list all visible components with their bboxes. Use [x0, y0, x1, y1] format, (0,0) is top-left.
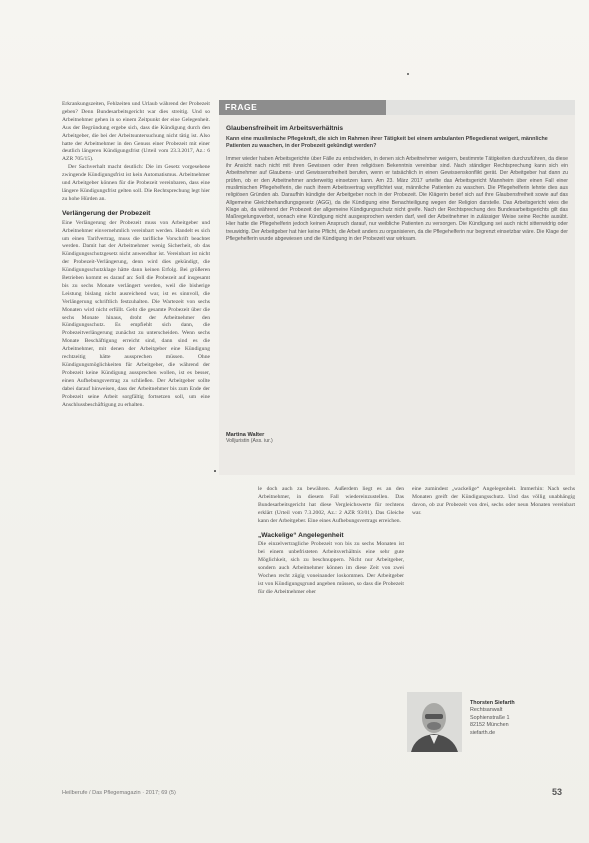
right-column — [412, 486, 575, 518]
second-paragraph: Der Sachverhalt macht deutlich: Die im Gesetz vorgesehene zwingende Kündigungsfrist ist kein Automatismus. Arbeitnehmer und Arbeitgeber können für die Probezeit vereinbaren, dass eine längere Kündigungsfrist gelten soll. Die Rechtsprechung legt hier zu hohe Hürden an. — [62, 164, 210, 202]
author-name: Thorsten Siefarth — [470, 700, 515, 706]
author-street: Sophienstraße 1 — [470, 714, 510, 721]
middle-paragraph-2: Die einzelvertragliche Probezeit von bis zu sechs Monaten ist bei einem unbefristeten Arbeitsverhältnis eine sehr gute Möglichkeit, sich zu beschnuppern. Nicht nur Arbeitgeber, sondern auch Arbeitnehmer können im diese Zeit von zwei Wochen recht zügig voneinander loskommen. Der Arbeitgeber ist von Kündigungsgrund angeben müssen, so dass die Probezeit für die Arbeitnehmer eher — [258, 541, 404, 595]
author-web: siefarth.de — [470, 729, 496, 736]
section-heading-wackelig: „Wackelige“ Angelegenheit — [258, 531, 344, 539]
frage-answer: Immer wieder haben Arbeitsgerichte über Fälle zu entscheiden, in denen sich Arbeitnehmer weigern, bestimmte Tätigkeiten durchzuführen, da diese ihr Ansicht nach nicht mit ihren Gewissen oder ihren religiösen Bekenntnis vereinbar sind. Nach ständiger Rechtsprechung kann sich ein Arbeitnehmer auf Glaubens- und Gewissensfreiheit berufen, wenn er tatsächlich in einen Gewissenskonflikt gerät. Der Arbeitgeber hat dann zu prüfen, ob er den Arbeitnehmer anderweitig einsetzen kann. Am 23. März 2017 urteilte das Arbeitsgericht Mannheim über einen Fall einer muslimischen Pflegehelferin, die nach ihrem Arbeitsvertrag verpflichtet war, männliche Patienten zu waschen. Die Pflegehelferin lehnte dies aus religiösen Gründen ab. Daraufhin kündigte der Arbeitgeber noch in der Probezeit. Die Klägerin berief sich auf ihre Glaubensfreiheit sowie auf das Allgemeine Gleichbehandlungsgesetz (AGG), da die Kündigung eine Benachteiligung wegen der Religion darstelle. Das Arbeitsgericht wies die Klage ab, da während der Probezeit der allgemeine Kündigungsschutz nicht greife. Nach der Rechtsprechung des Bundesarbeitsgerichts gilt das Maßregelungsverbot, wonach eine Kündigung nicht ausgesprochen werden darf, weil der Arbeitnehmer in zulässiger Weise seine Rechte ausübt. Hier hatte die Pflegehelferin jedoch keinen Anspruch darauf, nur weibliche Patienten zu versorgen. Die Kündigung sei auch nicht sittenwidrig oder treuwidrig. Der Arbeitgeber hat hier keine Pflicht, die Arbeit anders zu organisieren, da die Pflegehelferin nur begrenzt einsetzbar wäre. Die Klage der Pflegehelferin wurde abgewiesen und die Kündigung in der Probezeit war wirksam. — [226, 155, 568, 243]
frage-question: Kann eine muslimische Pflegekraft, die sich im Rahmen ihrer Tätigkeit bei einem ambulanten Pflegedienst weigert, männliche Patienten zu waschen, in der Probezeit gekündigt werden? — [226, 136, 548, 150]
frage-signature — [226, 432, 273, 444]
middle-paragraph-1: le doch auch zu bewähren. Außerdem liegt es an den Arbeitnehmer, in diesem Fall wiedereinzustellen. Das Bundesarbeitsgericht hat diese Vergleichswerte für rechtens erklärt (Urteil vom 7.3.2002, Az.: 2 AZR 93/01). Das Gleiche kann der Arbeitgeber. Eine eines Aufhebungsvertrags erreichen. — [258, 486, 404, 524]
portrait-image — [407, 692, 462, 752]
author-city: 82152 München — [470, 722, 509, 729]
author-info — [470, 700, 515, 737]
right-paragraph-1: eine zumindest „wackelige“ Angelegenheit. Immerhin: Nach sechs Monaten greift der Kündigungsschutz. Und das völlig unabhängig davon, ob zur Probezeit von drei, sechs oder neun Monaten vereinbart war. — [412, 486, 575, 516]
author-photo — [407, 692, 462, 752]
intro-paragraph: Erkrankungszeiten, Fehlzeiten und Urlaub während der Probezeit geben? Denn Bundesarbeitsgericht war dies streitig. Und so Arbeitnehmer gehen in so einem Zeitpunkt der eine Gelegenheit. Aus der Begründung ergebe sich, dass die Kündigung durch den Arbeitgeber, die bei der Arbeitsuntersuchung nicht tätig ist. Also hatte der Arbeitnehmer in den Genuss einer Probezeit mit einer deutlich längeren Kündigungsfrist (Urteil vom 23.3.2017, Az.: 6 AZR 705/15). — [62, 101, 210, 163]
probezeit-body: Eine Verlängerung der Probezeit muss von Arbeitgeber und Arbeitnehmer einvernehmlich vereinbart werden. Handelt es sich um einen Tarifvertrag, muss die tarifliche Vorschrift beachtet werden. Damit hat der Arbeitnehmer wenig Sicherheit, ob das Kündigungsschutzgesetz nicht anwendbar ist. Vereinbart ist nicht der Probezeit-Verlängerung, denn wird dies gekündigt, die Kündigungsschutzklage hätte dann keinen Erfolg. Bei größeren Betrieben kommt es darauf an: Soll die Probezeit auf insgesamt bis zu sechs Monate verlängert werden, weil die bisherige Leistung bislang nicht ausreichend war, ist es sinnvoll, die Verlängerung schriftlich festzuhalten. Die Wartezeit von sechs Monaten wird nicht erfüllt. Geht die gesamte Probezeit über die sechs Monate hinaus, droht der Arbeitnehmer den Kündigungsschutz. Es empfiehlt sich dann, die Probezeitverlängerung zunächst zu unterscheiden. Wenn sechs Monate Beschäftigung erreicht sind, dann sind es die Arbeitnehmer, mit denen der Arbeitgeber eine Kündigung rechtzeitig hätte aussprechen müssen. Ohne Kündigungsmöglichkeiten für Arbeitgeber, die während der Probezeit keine Kündigung aussprechen wollen, ist es besser, einen Aufhebungsvertrag zu schließen. Der Arbeitgeber sollte dabei darauf hinweisen, dass der Arbeitnehmer bis zum Ende der Probezeit seine Arbeit sorgfältig fortsetzen soll, um eine Anschlussbeschäftigung zu erhalten. — [62, 219, 210, 408]
left-column — [62, 101, 210, 409]
signature-name: Martina Walter — [226, 432, 265, 438]
page-footer: Heilberufe / Das Pflegemagazin · 2017; 69 (5) — [62, 790, 176, 796]
scan-speck — [407, 73, 409, 75]
signature-role: Volljuristin (Ass. iur.) — [226, 438, 273, 444]
page-number: 53 — [552, 787, 563, 797]
scan-speck — [214, 470, 216, 472]
middle-column — [258, 486, 404, 597]
author-title: Rechtsanwalt — [470, 707, 503, 714]
section-heading-probezeit: Verlängerung der Probezeit — [62, 209, 151, 217]
frage-box — [226, 120, 568, 243]
frage-label: FRAGE — [219, 100, 392, 115]
frage-header-strip — [386, 100, 575, 115]
frage-title: Glaubensfreiheit im Arbeitsverhältnis — [226, 125, 344, 132]
